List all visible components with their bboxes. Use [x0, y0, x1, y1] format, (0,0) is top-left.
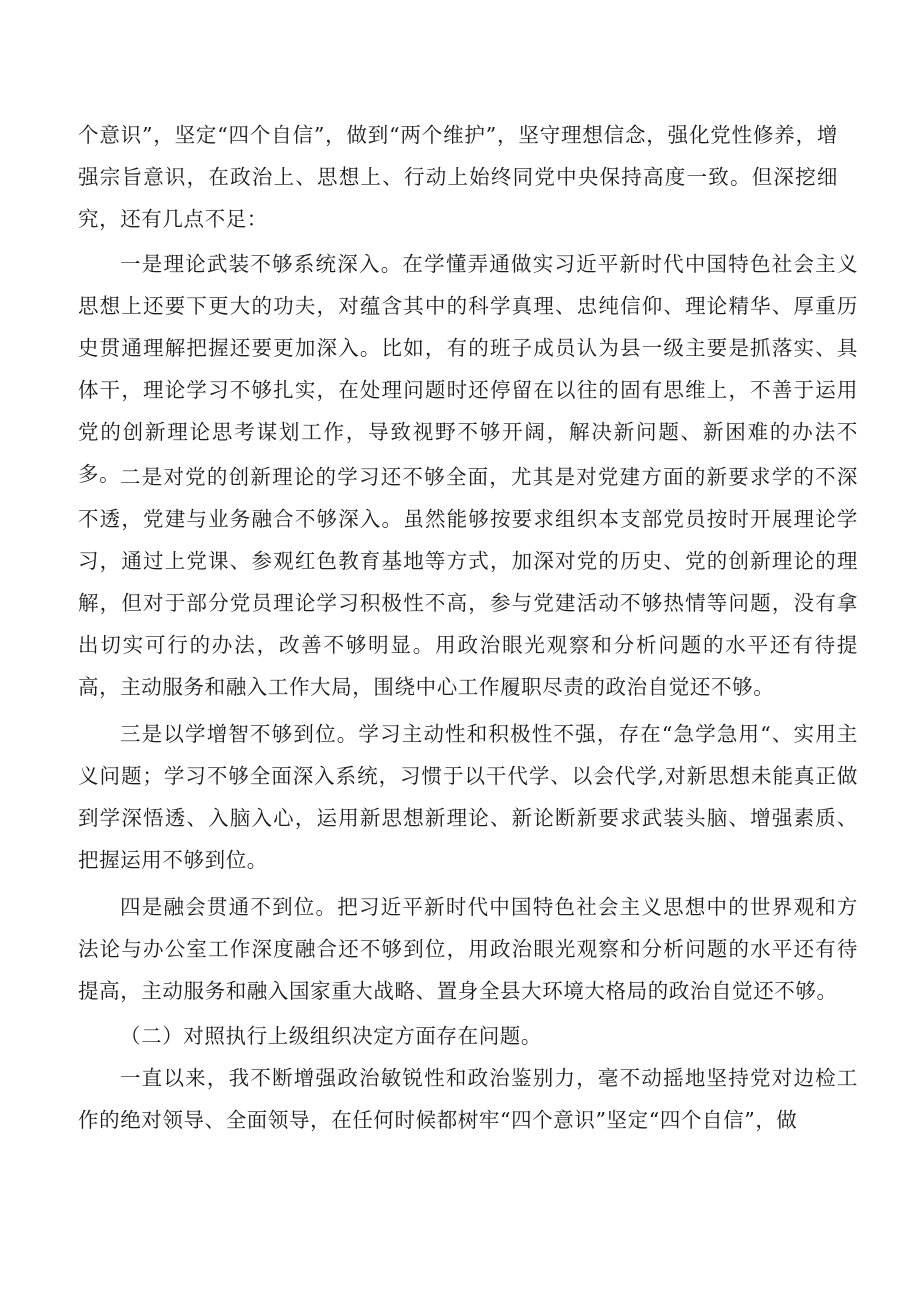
section-heading-two: （二）对照执行上级组织决定方面存在问题。 — [120, 1024, 542, 1048]
paragraph-point-one: 一是理论武装不够系统深入。在学懂弄通做实习近平新时代中国特色社会主义思想上还要下更大的功夫，对蕴含其中的科学真理、忠纯信仰、理论精华、厚重历史贯通理解把握还要更加深入。比如，有的班子成员认为县一级主要是抓落实、具体干，理论学习不够扎实，在处理问题时还停留在以往的固有思维上，不善于运用党的创新理论思考谋划工作，导致视野不够开阔，解决新问题、新困难的办法不多。 — [78, 252, 858, 486]
paragraph-point-three: 三是以学增智不够到位。学习主动性和积极性不强，存在“急学急用“、实用主义问题；学习不够全面深入系统，习惯于以干代学、以会代学,对新思想未能真正做到学深悟透、入脑入心，运用新思想新理论、新论断新要求武装头脑、增强素质、把握运用不够到位。 — [78, 722, 858, 872]
paragraph-point-four: 四是融会贯通不到位。把习近平新时代中国特色社会主义思想中的世界观和方法论与办公室工作深度融合还不够到位，用政治眼光观察和分析问题的水平还有待提高，主动服务和融入国家重大战略、置身全县大环境大格局的政治自觉还不够。 — [78, 895, 858, 1003]
paragraph-intro-continuation: 个意识”，坚定“四个自信”，做到“两个维护”，坚守理想信念，强化党性修养，增强宗旨意识，在政治上、思想上、行动上始终同党中央保持高度一致。但深挖细究，还有几点不足： — [78, 123, 838, 231]
paragraph-section-two-body: 一直以来，我不断增强政治敏锐性和政治鉴别力，毫不动摇地坚持党对边检工作的绝对领导、全面领导，在任何时候都树牢“四个意识”坚定“四个自信”，做 — [78, 1066, 858, 1132]
paragraph-point-two: 二是对党的创新理论的学习还不够全面，尤其是对党建方面的新要求学的不深不透，党建与业务融合不够深入。虽然能够按要求组织本支部党员按时开展理论学习，通过上党课、参观红色教育基地等方式，加深对党的历史、党的创新理论的理解，但对于部分党员理论学习积极性不高，参与党建活动不够热情等问题，没有拿出切实可行的办法，改善不够明显。用政治眼光观察和分析问题的水平还有待提高，主动服务和融入工作大局，围绕中心工作履职尽责的政治自觉还不够。 — [78, 465, 858, 699]
